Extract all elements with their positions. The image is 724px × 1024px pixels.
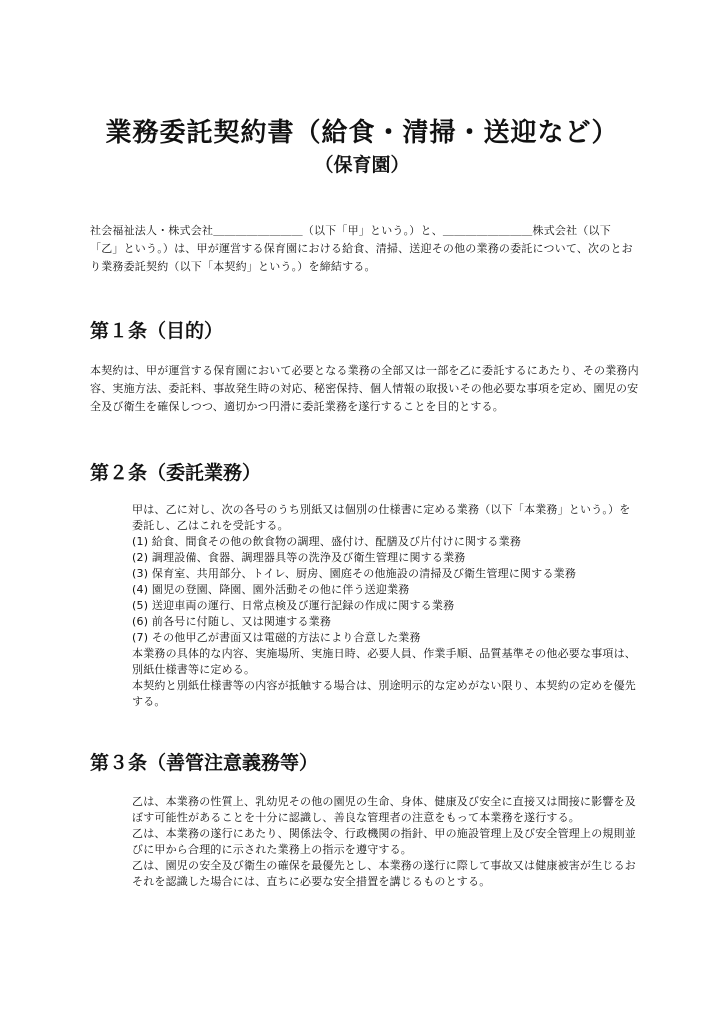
- list-item: (7) その他甲乙が書面又は電磁的方法により合意した業務: [132, 631, 421, 644]
- article-1-heading: 第１条（目的）: [90, 320, 224, 342]
- article-3-paragraph-3: 乙は、園児の安全及び衛生の確保を最優先とし、本業務の遂行に際して事故又は健康被害が生じるおそれを認識した場合には、直ちに必要な安全措置を講じるものとする。: [132, 859, 636, 888]
- list-item: (4) 園児の登園、降園、園外活動その他に伴う送迎業務: [132, 583, 410, 596]
- document-subtitle: （保育園）: [314, 154, 410, 176]
- article-2-lead: 甲は、乙に対し、次の各号のうち別紙又は個別の仕様書に定める業務（以下「本業務」という。）を委託し、乙はこれを受託する。: [132, 503, 631, 532]
- list-item: (5) 送迎車両の運行、日常点検及び運行記録の作成に関する業務: [132, 599, 455, 612]
- article-2-conflict: 本契約と別紙仕様書等の内容が抵触する場合は、別途明示的な定めがない限り、本契約の定めを優先する。: [132, 679, 636, 708]
- list-item: (1) 給食、間食その他の飲食物の調理、盛付け、配膳及び片付けに関する業務: [132, 535, 522, 548]
- article-2-body: [132, 502, 638, 710]
- article-3-paragraph-1: 乙は、本業務の性質上、乳幼児その他の園児の生命、身体、健康及び安全に直接又は間接に影響を及ぼす可能性があることを十分に認識し、善良な管理者の注意をもって本業務を遂行する。: [132, 795, 636, 824]
- intro-paragraph: 社会福祉法人・株式会社＿＿＿＿＿＿＿＿（以下「甲」という。）と、＿＿＿＿＿＿＿＿株式会社（以下「乙」という。）は、甲が運営する保育園における給食、清掃、送迎その他の業務の委託について、次のとおり業務委託契約（以下「本契約」という。）を締結する。: [90, 224, 633, 273]
- article-1-body: 本契約は、甲が運営する保育園において必要となる業務の全部又は一部を乙に委託するにあたり、その業務内容、実施方法、委託料、事故発生時の対応、秘密保持、個人情報の取扱いその他必要な事項を定め、園児の安全及び衛生を確保しつつ、適切かつ円滑に委託業務を遂行することを目的とする。: [90, 364, 639, 413]
- list-item: (3) 保育室、共用部分、トイレ、厨房、園庭その他施設の清掃及び衛生管理に関する業務: [132, 567, 577, 580]
- article-3-heading: 第３条（善管注意義務等）: [90, 752, 319, 774]
- article-3-paragraph-2: 乙は、本業務の遂行にあたり、関係法令、行政機関の指針、甲の施設管理上及び安全管理上の規則並びに甲から合理的に示された業務上の指示を遵守する。: [132, 827, 636, 856]
- document-title: 業務委託契約書（給食・清掃・送迎など）: [105, 118, 619, 148]
- article-3-body: [132, 794, 638, 890]
- list-item: (6) 前各号に付随し、又は関連する業務: [132, 615, 332, 628]
- list-item: (2) 調理設備、食器、調理器具等の洗浄及び衛生管理に関する業務: [132, 551, 466, 564]
- article-2-heading: 第２条（委託業務）: [90, 462, 262, 484]
- article-2-detail: 本業務の具体的な内容、実施場所、実施日時、必要人員、作業手順、品質基準その他必要な事項は、別紙仕様書等に定める。: [132, 647, 636, 676]
